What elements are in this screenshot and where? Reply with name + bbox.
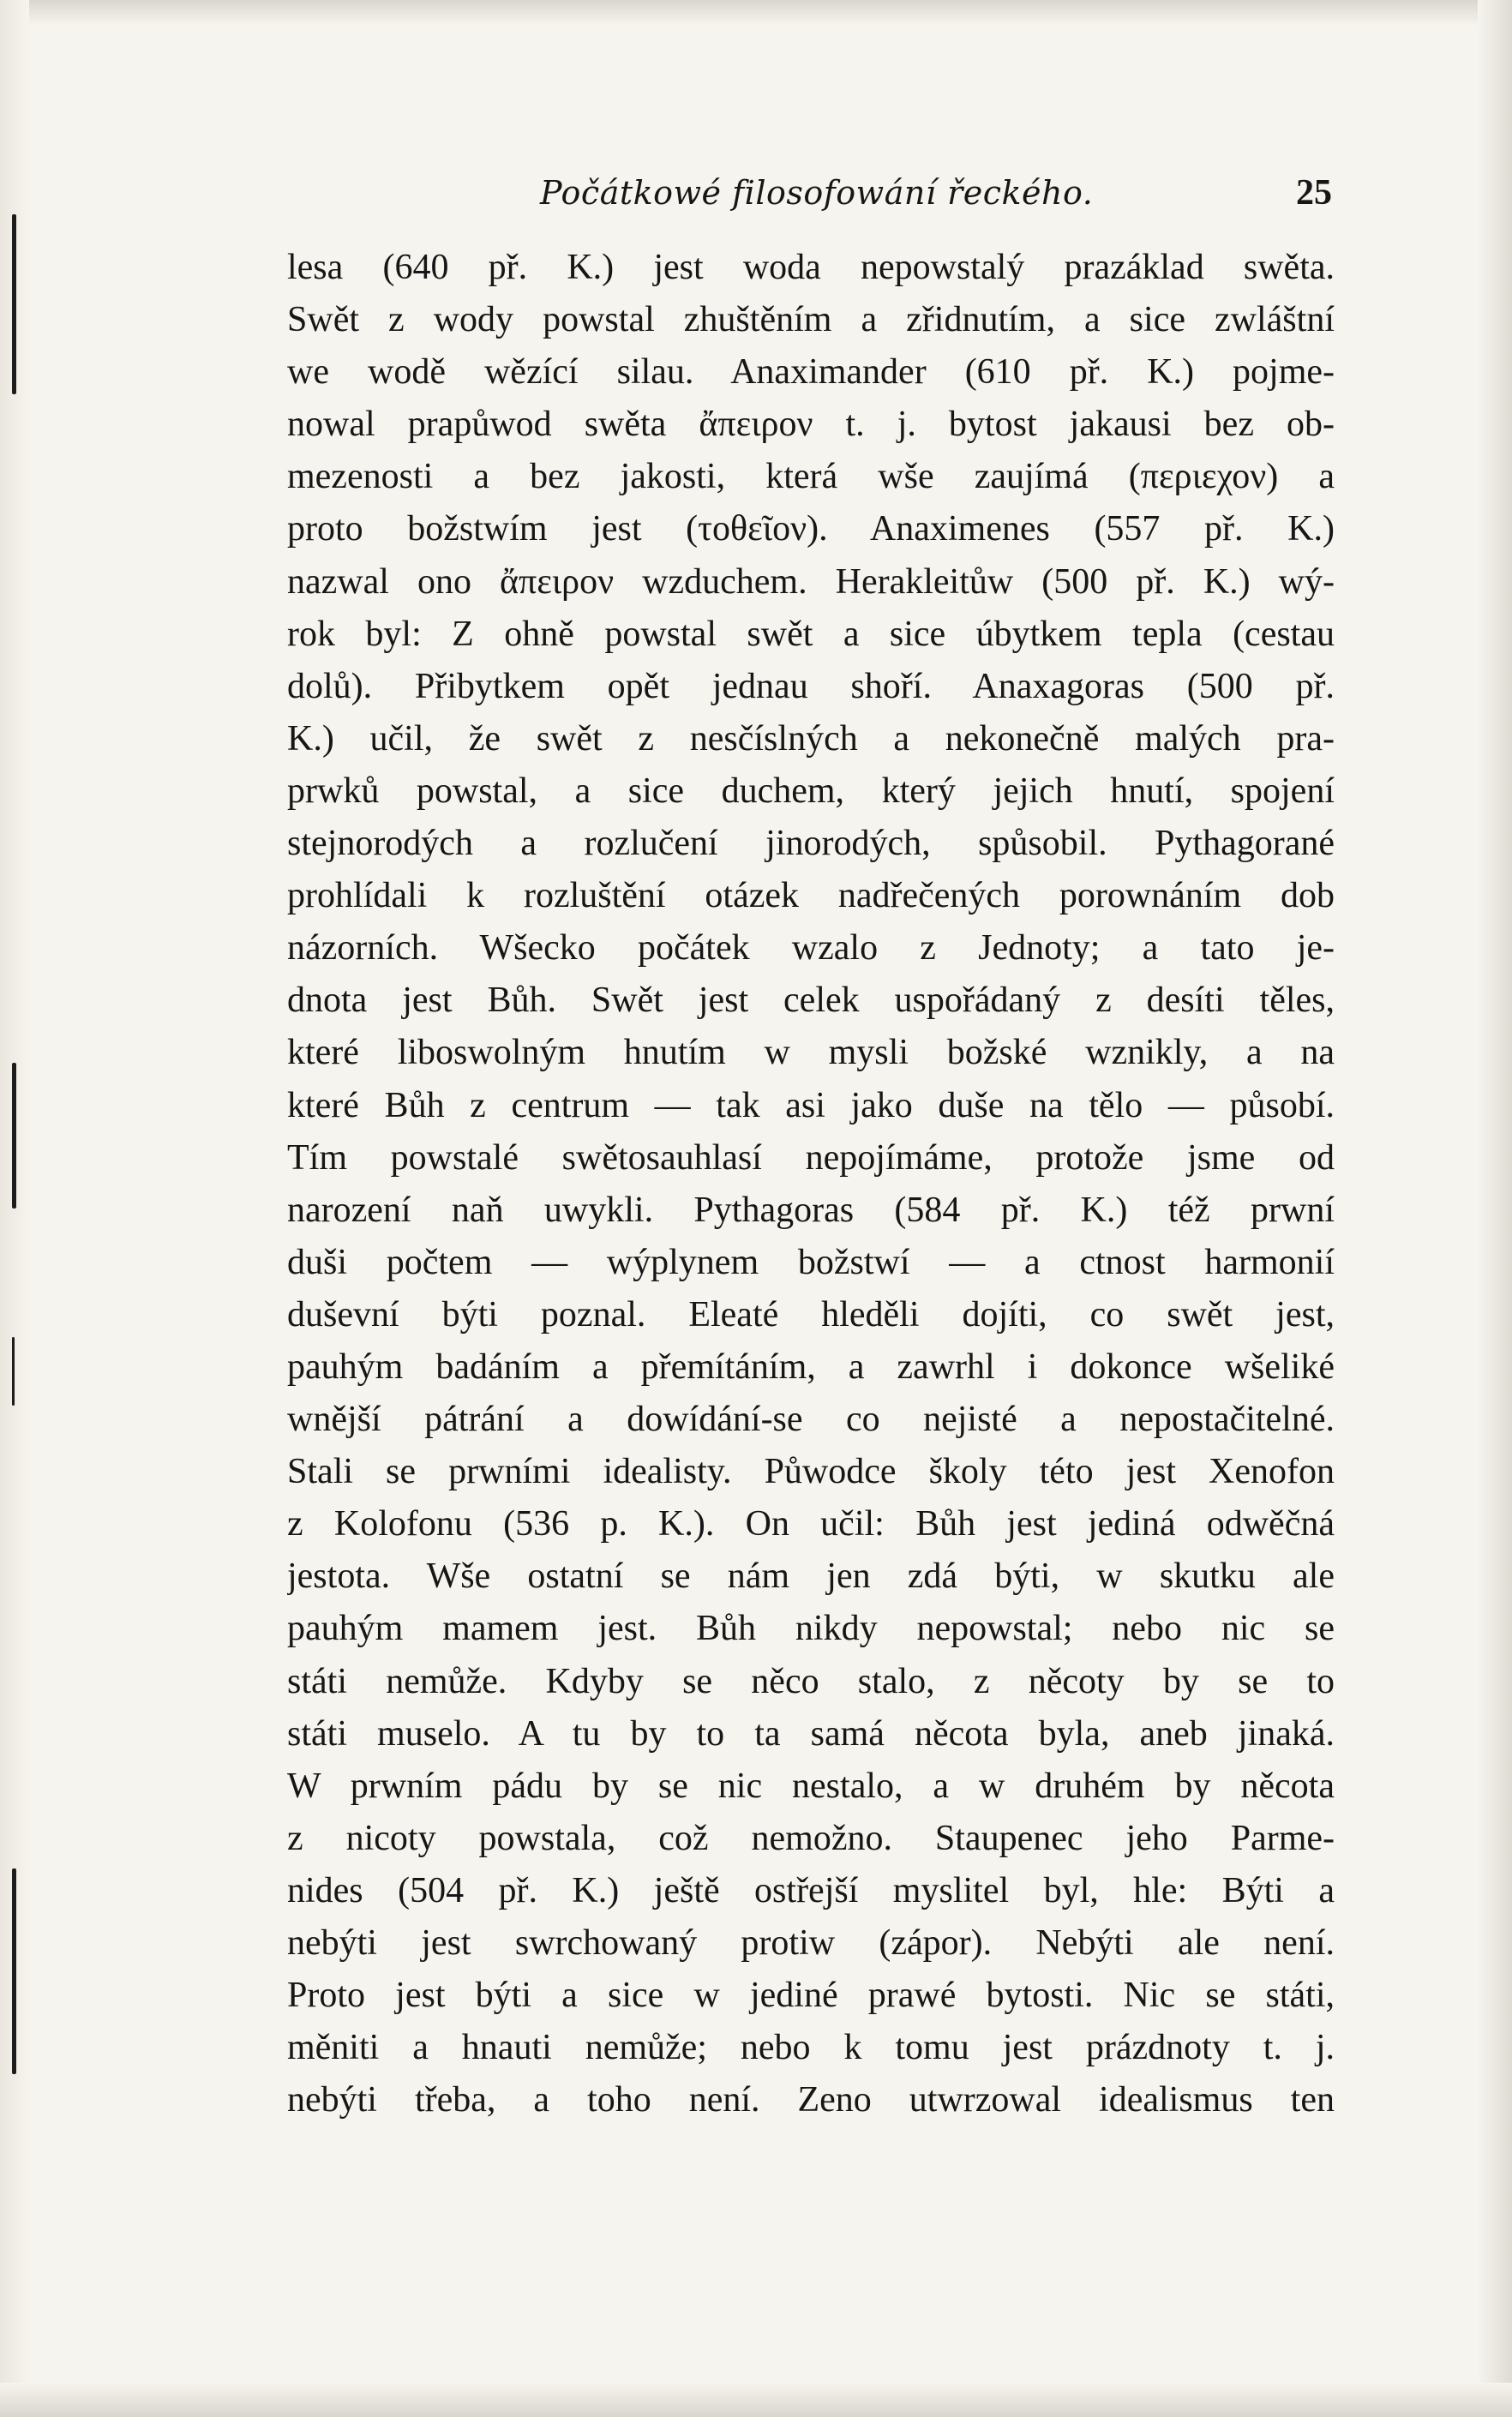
text-line: duši počtem — wýplynem božstwí — a ctnost harmonií	[287, 1242, 1335, 1282]
text-line: měniti a hnauti nemůže; nebo k tomu jest prázdnoty t. j.	[287, 2028, 1335, 2068]
page-number: 25	[1296, 173, 1332, 213]
scan-mark	[12, 1337, 15, 1406]
text-line: nides (504 př. K.) ještě ostřejší myslitel byl, hle: Býti a	[287, 1870, 1335, 1910]
text-line: státi muselo. A tu by to ta samá něcota byla, aneb jinaká.	[287, 1713, 1335, 1754]
page-right-edge	[1478, 0, 1512, 2417]
text-line: K.) učil, že swět z nesčíslných a nekonečně malých pra-	[287, 718, 1335, 759]
text-line: rok byl: Z ohně powstal swět a sice úbytkem tepla (cestau	[287, 614, 1335, 654]
text-line: wnější pátrání a dowídání-se co nejisté a nepostačitelné.	[287, 1400, 1335, 1440]
text-line: nebýti třeba, a toho není. Zeno utwrzowal idealismus ten	[287, 2080, 1335, 2120]
scan-mark	[12, 214, 16, 394]
text-line: nowal prapůwod swěta ἄπειρον t. j. bytost jakausi bez ob-	[287, 405, 1335, 445]
body-text	[287, 242, 1335, 2126]
text-line: státi nemůže. Kdyby se něco stalo, z něcoty by se to	[287, 1661, 1335, 1701]
text-line: narození naň uwykli. Pythagoras (584 př. K.) též prwní	[287, 1190, 1335, 1230]
text-line: jestota. Wše ostatní se nám jen zdá býti, w skutku ale	[287, 1556, 1335, 1597]
running-title: Počátkowé filosofowání řeckého.	[540, 174, 1094, 212]
text-line: dolů). Přibytkem opět jednau shoří. Anaxagoras (500 př.	[287, 666, 1335, 706]
scan-mark	[12, 1868, 16, 2074]
text-line: které liboswolným hnutím w mysli božské wznikly, a na	[287, 1033, 1335, 1073]
text-line: pauhým mamem jest. Bůh nikdy nepowstal; nebo nic se	[287, 1609, 1335, 1649]
text-line: prwků powstal, a sice duchem, který jejich hnutí, spojení	[287, 771, 1335, 811]
text-line: we wodě wězící silau. Anaximander (610 př. K.) pojme-	[287, 352, 1335, 393]
text-line: z Kolofonu (536 p. K.). On učil: Bůh jest jediná odwěčná	[287, 1504, 1335, 1544]
text-line: názorních. Wšecko počátek wzalo z Jednoty; a tato je-	[287, 928, 1335, 969]
text-line: které Bůh z centrum — tak asi jako duše na tělo — působí.	[287, 1085, 1335, 1125]
running-head	[283, 167, 1332, 219]
text-line: Proto jest býti a sice w jediné prawé bytosti. Nic se státi,	[287, 1976, 1335, 2016]
text-line: mezenosti a bez jakosti, která wše zaujímá (περιεχον) a	[287, 457, 1335, 497]
scan-mark	[12, 1063, 16, 1208]
text-line: nebýti jest swrchowaný protiw (zápor). Nebýti ale není.	[287, 1923, 1335, 1963]
text-line: prohlídali k rozluštění otázek nadřečených porownáním dob	[287, 876, 1335, 916]
text-line: Tím powstalé swětosauhlasí nepojímáme, protože jsme od	[287, 1137, 1335, 1178]
text-line: proto božstwím jest (τοθεῖον). Anaximenes (557 př. K.)	[287, 509, 1335, 549]
text-line: stejnorodých a rozlučení jinorodých, spůsobil. Pythagorané	[287, 824, 1335, 864]
page-top-edge	[0, 0, 1512, 26]
text-line: nazwal ono ἄπειρον wzduchem. Herakleitůw (500 př. K.) wý-	[287, 561, 1335, 602]
text-line: Stali se prwními idealisty. Půwodce školy této jest Xenofon	[287, 1452, 1335, 1492]
page-bottom-edge	[0, 2383, 1512, 2417]
text-line: pauhým badáním a přemítáním, a zawrhl i dokonce wšeliké	[287, 1346, 1335, 1387]
text-line: lesa (640 př. K.) jest woda nepowstalý prazáklad swěta.	[287, 248, 1335, 287]
text-line: z nicoty powstala, což nemožno. Staupenec jeho Parme-	[287, 1818, 1335, 1858]
text-line: Swět z wody powstal zhuštěním a zřidnutím, a sice zwláštní	[287, 300, 1335, 340]
text-line: dnota jest Bůh. Swět jest celek uspořádaný z desíti těles,	[287, 981, 1335, 1021]
text-line: duševní býti poznal. Eleaté hleděli dojíti, co swět jest,	[287, 1294, 1335, 1334]
text-line: W prwním pádu by se nic nestalo, a w druhém by něcota	[287, 1766, 1335, 1806]
